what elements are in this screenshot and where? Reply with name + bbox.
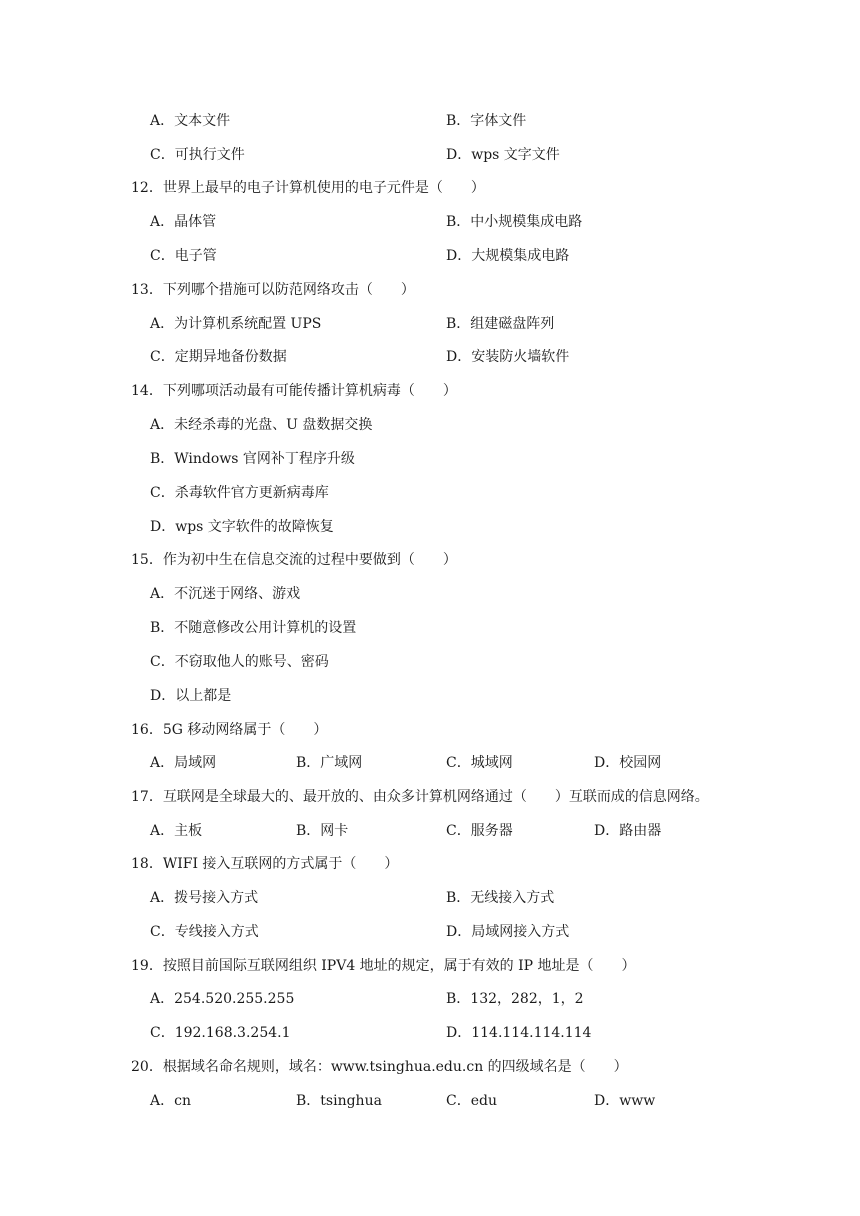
q11-option-a: A．文本文件 xyxy=(150,113,231,129)
q17-option-c: C．服务器 xyxy=(446,823,513,839)
q11-option-c: C．可执行文件 xyxy=(150,147,245,163)
q18-option-b: B．无线接入方式 xyxy=(446,890,555,906)
q15-option-a: A．不沉迷于网络、游戏 xyxy=(150,586,301,602)
q15-stem: 15．作为初中生在信息交流的过程中要做到（ ） xyxy=(131,552,457,568)
q14-stem: 14．下列哪项活动最有可能传播计算机病毒（ ） xyxy=(131,383,457,399)
q19-option-c: C．192.168.3.254.1 xyxy=(150,1025,291,1041)
q12-stem: 12．世界上最早的电子计算机使用的电子元件是（ ） xyxy=(131,180,485,196)
q16-option-d: D．校园网 xyxy=(594,755,662,771)
q13-option-d: D．安装防火墙软件 xyxy=(446,349,570,365)
q17-option-b: B．网卡 xyxy=(296,823,349,839)
q16-stem: 16．5G 移动网络属于（ ） xyxy=(131,722,328,738)
q12-option-b: B．中小规模集成电路 xyxy=(446,214,583,230)
q19-option-d: D．114.114.114.114 xyxy=(446,1025,592,1041)
q20-option-d: D．www xyxy=(594,1093,656,1109)
q18-option-c: C．专线接入方式 xyxy=(150,924,259,940)
q17-option-a: A．主板 xyxy=(150,823,203,839)
q15-option-d: D．以上都是 xyxy=(150,688,232,704)
q18-option-d: D．局域网接入方式 xyxy=(446,924,570,940)
q12-option-d: D．大规模集成电路 xyxy=(446,248,570,264)
q15-option-c: C．不窃取他人的账号、密码 xyxy=(150,654,329,670)
q20-option-c: C．edu xyxy=(446,1093,497,1109)
q20-stem: 20．根据域名命名规则，域名：www.tsinghua.edu.cn 的四级域名是（ ） xyxy=(131,1059,628,1075)
q14-option-d: D．wps 文字软件的故障恢复 xyxy=(150,519,334,535)
q14-option-c: C．杀毒软件官方更新病毒库 xyxy=(150,485,329,501)
q19-option-a: A．254.520.255.255 xyxy=(150,991,295,1007)
q17-stem: 17．互联网是全球最大的、最开放的、由众多计算机网络通过（ ）互联而成的信息网络。 xyxy=(131,789,709,805)
q16-option-b: B．广域网 xyxy=(296,755,363,771)
q19-option-b: B．132，282，1，2 xyxy=(446,991,584,1007)
q14-option-a: A．未经杀毒的光盘、U 盘数据交换 xyxy=(150,417,373,433)
q14-option-b: B．Windows 官网补丁程序升级 xyxy=(150,451,355,467)
q13-option-a: A．为计算机系统配置 UPS xyxy=(150,316,322,332)
q20-option-b: B．tsinghua xyxy=(296,1093,382,1109)
q18-stem: 18．WIFI 接入互联网的方式属于（ ） xyxy=(131,856,399,872)
q13-stem: 13．下列哪个措施可以防范网络攻击（ ） xyxy=(131,282,415,298)
q12-option-c: C．电子管 xyxy=(150,248,217,264)
q12-option-a: A．晶体管 xyxy=(150,214,217,230)
q11-option-b: B．字体文件 xyxy=(446,113,527,129)
q15-option-b: B．不随意修改公用计算机的设置 xyxy=(150,620,357,636)
q13-option-c: C．定期异地备份数据 xyxy=(150,349,287,365)
q11-option-d: D．wps 文字文件 xyxy=(446,147,560,163)
q20-option-a: A．cn xyxy=(150,1093,191,1109)
q19-stem: 19．按照目前国际互联网组织 IPV4 地址的规定，属于有效的 IP 地址是（ ） xyxy=(131,958,636,974)
q13-option-b: B．组建磁盘阵列 xyxy=(446,316,555,332)
q16-option-c: C．城域网 xyxy=(446,755,513,771)
q18-option-a: A．拨号接入方式 xyxy=(150,890,259,906)
q16-option-a: A．局域网 xyxy=(150,755,217,771)
q17-option-d: D．路由器 xyxy=(594,823,662,839)
